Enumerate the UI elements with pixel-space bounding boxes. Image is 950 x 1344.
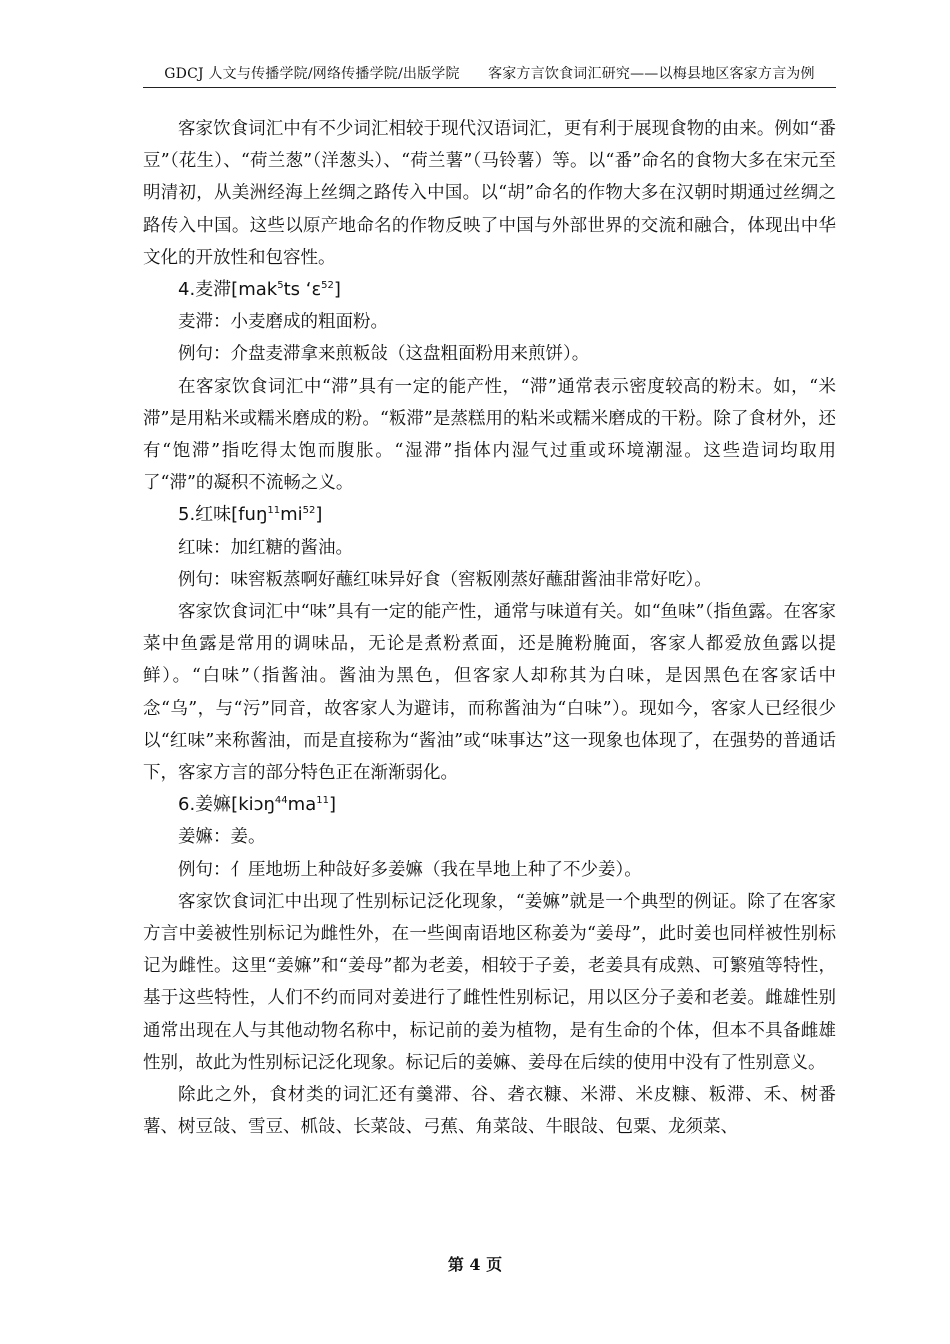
running-header: GDCJ 人文与传播学院/网络传播学院/出版学院 客家方言饮食词汇研究——以梅县地区客家方言为例 xyxy=(164,66,815,82)
paragraph-ingredients: 除此之外，食材类的词汇还有羹滞、谷、砻衣糠、米滞、米皮糠、粄滞、禾、树番薯、树豆敆、雪豆、枛敆、长菜敆、弓蕉、角菜敆、牛眼敆、包粟、龙须菜、 xyxy=(143,1085,836,1138)
paragraph-6: 客家饮食词汇中出现了性别标记泛化现象，“姜嫲”就是一个典型的例证。除了在客家方言中姜被性别标记为雌性外，在一些闽南语地区称姜为“姜母”，此时姜也同样被性别标记为雌性。这里“姜嫲”和“姜母”都为老姜，相较于子姜，老姜具有成熟、可繁殖等特性，基于这些特性，人们不约而同对姜进行了雌性性别标记，用以区分子姜和老姜。雌雄性别通常出现在人与其他动物名称中，标记前的姜为植物，是有生命的个体，但本不具备雌雄性别，故此为性别标记泛化现象。标记后的姜嫲、姜母在后续的使用中没有了性别意义。 xyxy=(143,891,836,1073)
section-heading-5: 5.红味$[fuŋ^{11}mi^{52}]$ xyxy=(178,504,323,526)
definition-4: 麦滞：小麦磨成的粗面粉。 xyxy=(178,312,388,333)
section-heading-6: 6.姜嫲$[kiɔŋ^{44}ma^{11}]$ xyxy=(178,794,336,816)
paragraph-4: 在客家饮食词汇中“滞”具有一定的能产性，“滞”通常表示密度较高的粉末。如，“米滞”是用粘米或糯米磨成的粉。“粄滞”是蒸糕用的粘米或糯米磨成的干粉。除了食材外，还有“饱滞”指吃得太饱而腹胀。“湿滞”指体内湿气过重或环境潮湿。这些造词均取用了“滞”的凝积不流畅之义。 xyxy=(143,376,836,494)
section-heading-4: 4.麦滞[mak$^5$ts ‘ɛ$^{52}$] xyxy=(178,279,341,301)
example-5: 例句：味窖粄蒸啊好蘸红味异好食（窖粄刚蒸好蘸甜酱油非常好吃）。 xyxy=(178,569,712,590)
definition-6: 姜嫲：姜。 xyxy=(178,827,266,848)
paragraph-5: 客家饮食词汇中“味”具有一定的能产性，通常与味道有关。如“鱼味”（指鱼露。在客家菜中鱼露是常用的调味品，无论是煮粉煮面，还是腌粉腌面，客家人都爱放鱼露以提鲜）。“白味”（指酱油。酱油为黑色，但客家人却称其为白味，是因黑色在客家话中念“乌”，与“污”同音，故客家人为避讳，而称酱油为“白味”）。现如今，客家人已经很少以“红味”来称酱油，而是直接称为“酱油”或“味事达”这一现象也体现了，在强势的普通话下，客家方言的部分特色正在渐渐弱化。 xyxy=(143,602,836,784)
paragraph-origin: 客家饮食词汇中有不少词汇相较于现代汉语词汇，更有利于展现食物的由来。例如“番豆”（花生）、“荷兰葱”（洋葱头）、“荷兰薯”（马铃薯）等。以“番”命名的食物大多在宋元至明清初，从美洲经海上丝绸之路传入中国。以“胡”命名的作物大多在汉朝时期通过丝绸之路传入中国。这些以原产地命名的作物反映了中国与外部世界的交流和融合，体现出中华文化的开放性和包容性。 xyxy=(143,119,836,268)
definition-5: 红味：加红糖的酱油。 xyxy=(178,537,353,558)
header-divider xyxy=(143,87,836,88)
page-number: 第 4 页 xyxy=(447,1255,503,1274)
example-4: 例句：介盘麦滞拿来煎粄敆（这盘粗面粉用来煎饼）。 xyxy=(178,344,590,365)
document-body xyxy=(143,113,836,1144)
example-6: 例句：亻厓地坜上种敆好多姜嫲（我在旱地上种了不少姜）。 xyxy=(178,859,642,880)
